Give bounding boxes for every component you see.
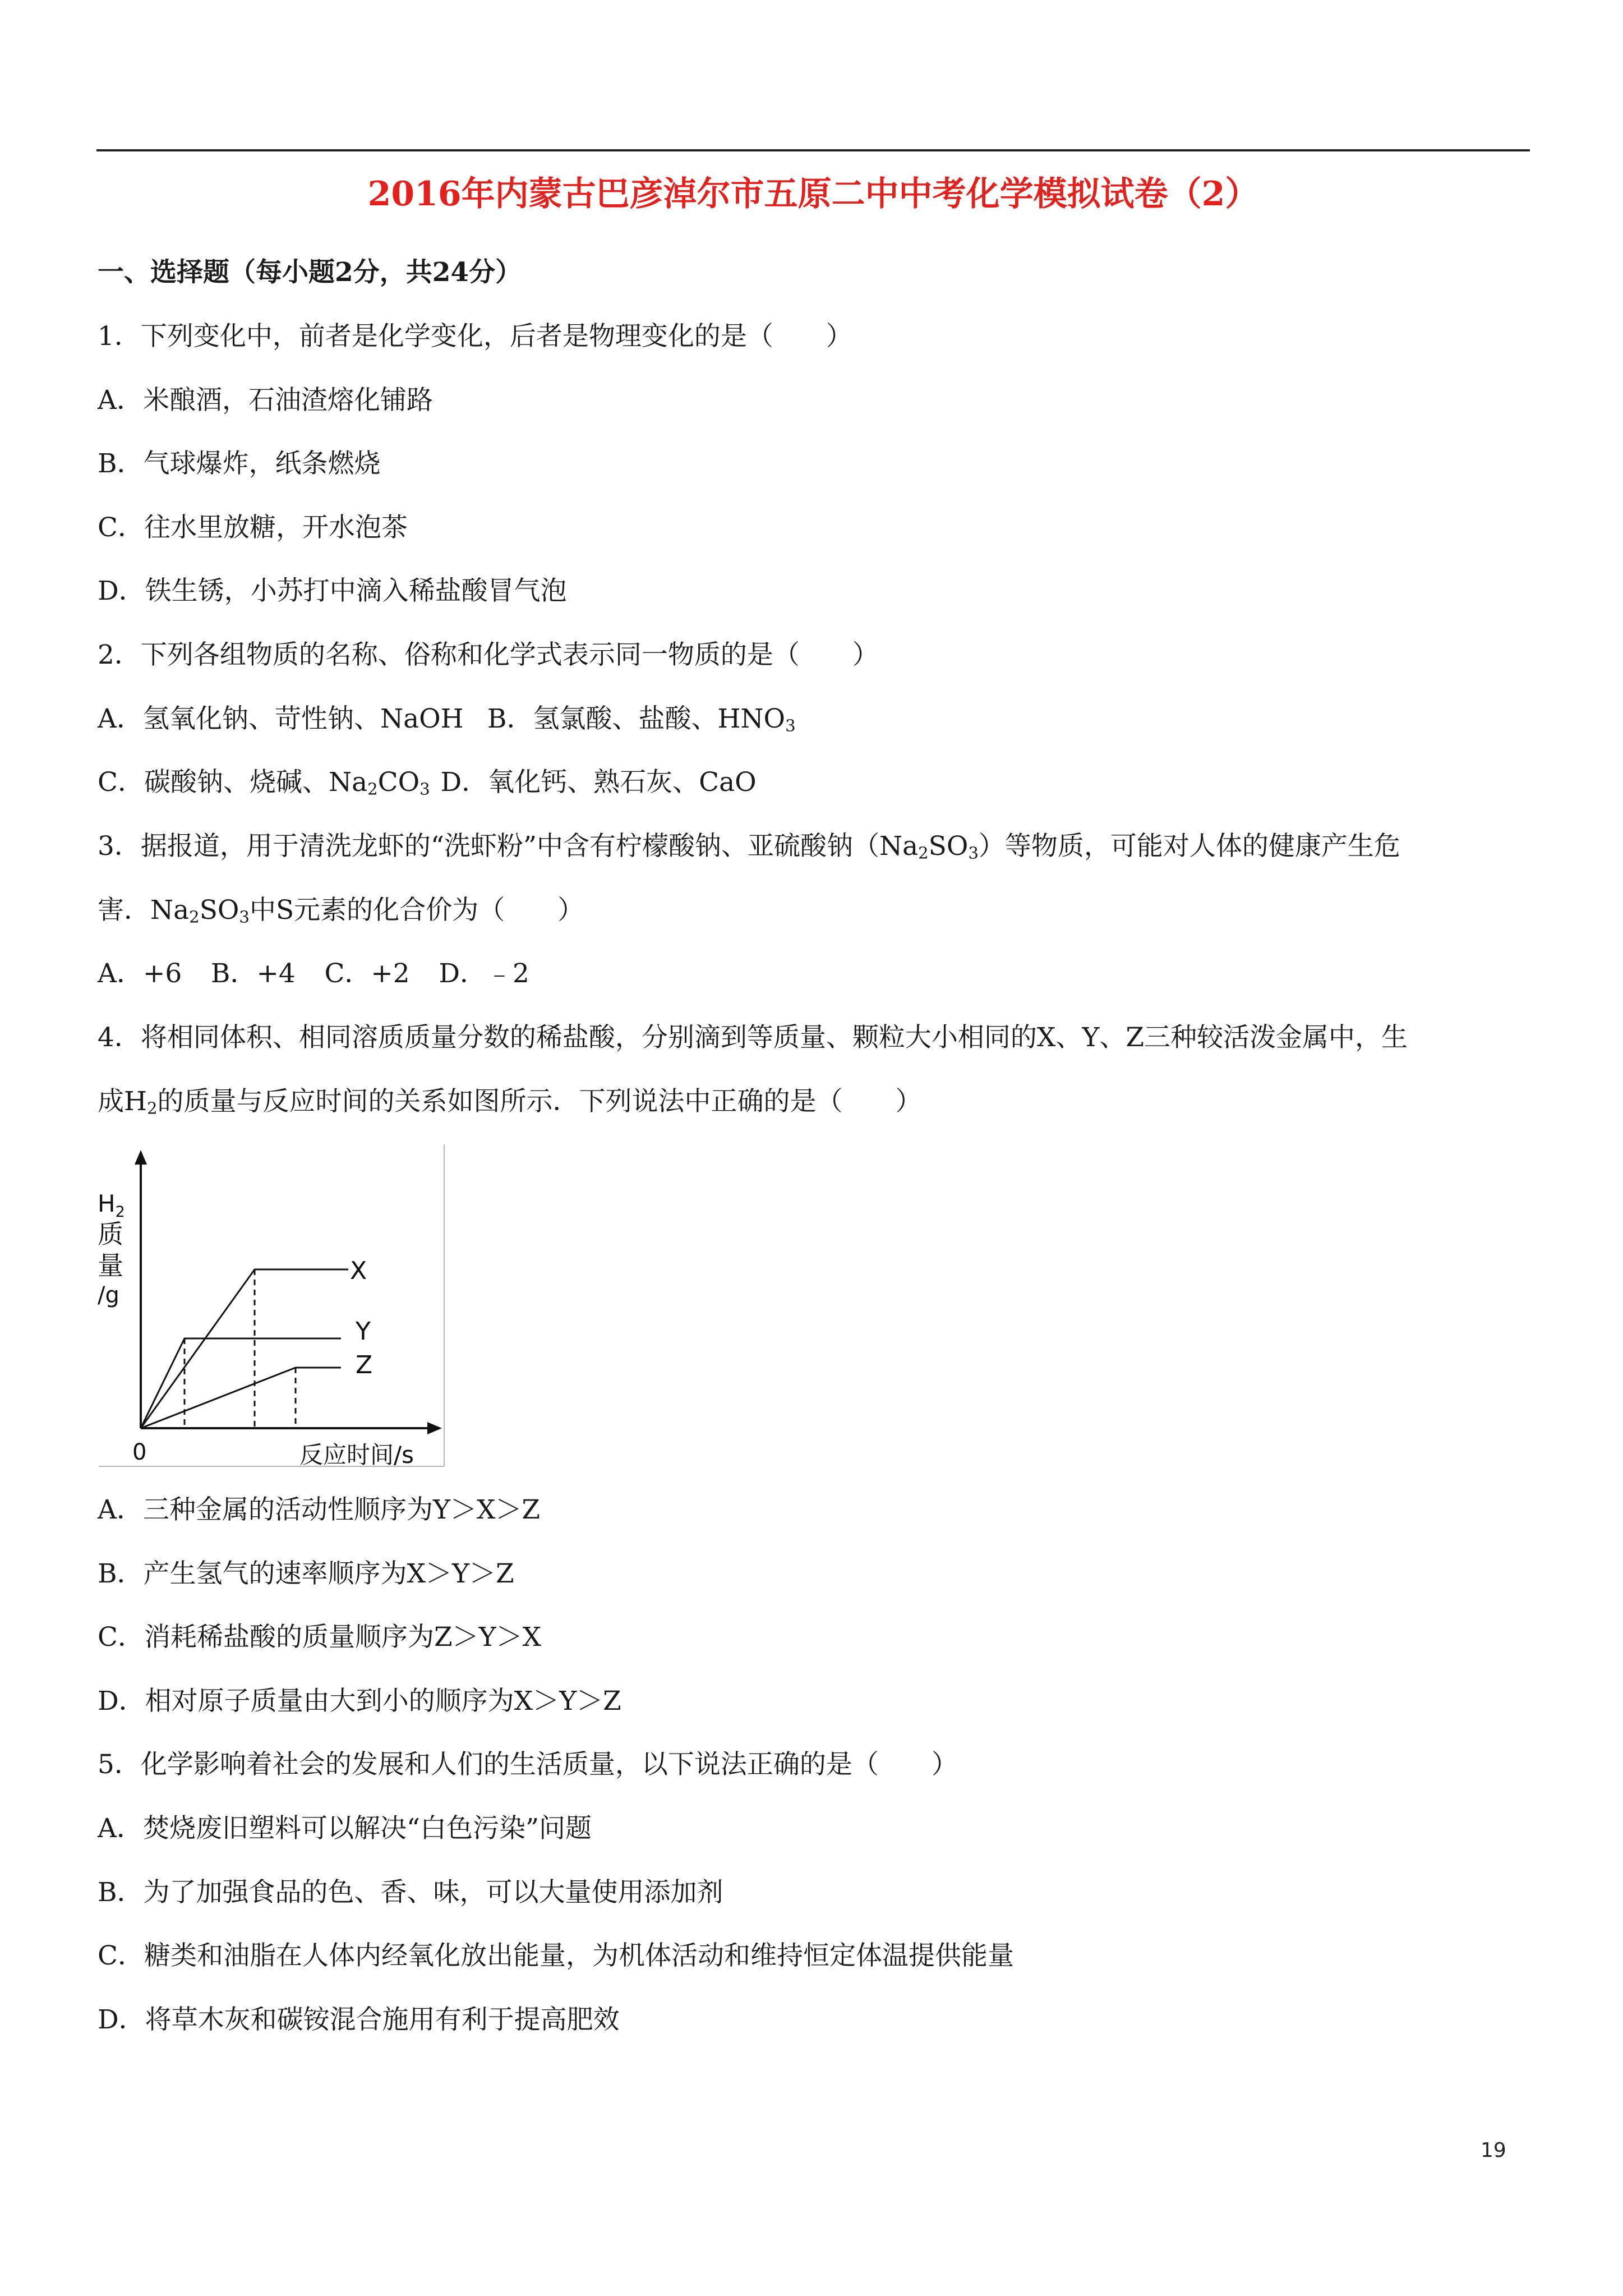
question-2-stem: 2．下列各组物质的名称、俗称和化学式表示同一物质的是（ ） — [98, 639, 879, 670]
page-number: 19 — [1481, 2139, 1506, 2162]
question-3-stem-line-1: 3．据报道，用于清洗龙虾的“洗虾粉”中含有柠檬酸钠、亚硫酸钠$(Na_2SO_3)$等物质，可能对人体的健康产生危 — [98, 831, 1400, 863]
question-4-stem-line-1: 4．将相同体积、相同溶质质量分数的稀盐酸，分别滴到等质量、颗粒大小相同的X、Y、Z三种较活泼金属中，生 — [98, 1022, 1408, 1053]
series-y-line — [141, 1338, 341, 1428]
question-4-option-d: D．相对原子质量由大到小的顺序为X＞Y＞Z — [98, 1686, 621, 1717]
question-3-option-d: D．﹣2 — [439, 958, 529, 989]
question-4-stem-line-2: 成$H_2$的质量与反应时间的关系如图所示．下列说法中正确的是（ ） — [98, 1086, 922, 1118]
question-2-option-b: B．氢氯酸、盐酸、$HNO_3$ — [487, 703, 796, 735]
question-1-option-a: A．米酿酒，石油渣熔化铺路 — [98, 385, 433, 416]
series-z-line — [141, 1368, 341, 1428]
question-1-stem: 1．下列变化中，前者是化学变化，后者是物理变化的是（ ） — [98, 321, 852, 352]
section-heading: 一、选择题（每小题2分，共24分） — [98, 257, 522, 288]
question-3-stem-line-2: 害．$Na_2SO_3$中S元素的化合价为（ ） — [98, 895, 584, 927]
series-y-label: Y — [356, 1317, 371, 1346]
question-3-option-b: B．+4 — [210, 958, 296, 989]
question-3-options — [98, 956, 529, 992]
question-4-option-b: B．产生氢气的速率顺序为X＞Y＞Z — [98, 1558, 514, 1589]
origin-label: 0 — [132, 1439, 147, 1465]
header-rule — [96, 149, 1530, 151]
question-2-options-cd — [98, 765, 757, 800]
series-x-line — [141, 1269, 348, 1428]
question-4-option-a: A．三种金属的活动性顺序为Y＞X＞Z — [98, 1494, 541, 1525]
question-2-options-ab — [98, 701, 796, 737]
question-5-option-d: D．将草木灰和碳铵混合施用有利于提高肥效 — [98, 2004, 620, 2035]
question-1-option-d: D．铁生锈，小苏打中滴入稀盐酸冒气泡 — [98, 576, 567, 606]
question-5-stem: 5．化学影响着社会的发展和人们的生活质量，以下说法正确的是（ ） — [98, 1749, 958, 1780]
question-5-option-a: A．焚烧废旧塑料可以解决“白色污染”问题 — [98, 1813, 592, 1844]
series-x-label: X — [350, 1257, 367, 1285]
question-2-option-a: A．氢氧化钠、苛性钠、NaOH — [98, 703, 464, 734]
question-3-option-c: C．+2 — [324, 958, 410, 989]
series-z-label: Z — [356, 1351, 373, 1379]
y-axis-label-h: $H_2$ — [98, 1190, 125, 1221]
question-3-option-a: A．+6 — [98, 958, 182, 989]
question-1-option-b: B．气球爆炸，纸条燃烧 — [98, 448, 381, 479]
x-axis-label: 反应时间/s — [299, 1441, 414, 1469]
question-2-option-d: D．氧化钙、熟石灰、CaO — [440, 767, 757, 798]
page-title: 2016年内蒙古巴彦淖尔市五原二中中考化学模拟试卷（2） — [367, 174, 1259, 214]
hydrogen-mass-figure — [96, 1142, 451, 1469]
y-axis-label-2: 量 — [98, 1250, 123, 1281]
y-axis-label-1: 质 — [98, 1219, 123, 1249]
question-5-option-b: B．为了加强食品的色、香、味，可以大量使用添加剂 — [98, 1877, 723, 1908]
y-axis-label-3: /g — [98, 1282, 119, 1308]
question-2-option-c: C．碳酸钠、烧碱、$Na_2CO_3$ — [98, 767, 430, 799]
question-5-option-c: C．糖类和油脂在人体内经氧化放出能量，为机体活动和维持恒定体温提供能量 — [98, 1940, 1014, 1971]
question-4-option-c: C．消耗稀盐酸的质量顺序为Z＞Y＞X — [98, 1622, 542, 1653]
question-1-option-c: C．往水里放糖，开水泡茶 — [98, 512, 408, 543]
hydrogen-mass-diagram — [96, 1142, 451, 1469]
y-axis-arrow-icon — [135, 1150, 147, 1165]
x-axis-arrow-icon — [427, 1422, 442, 1434]
